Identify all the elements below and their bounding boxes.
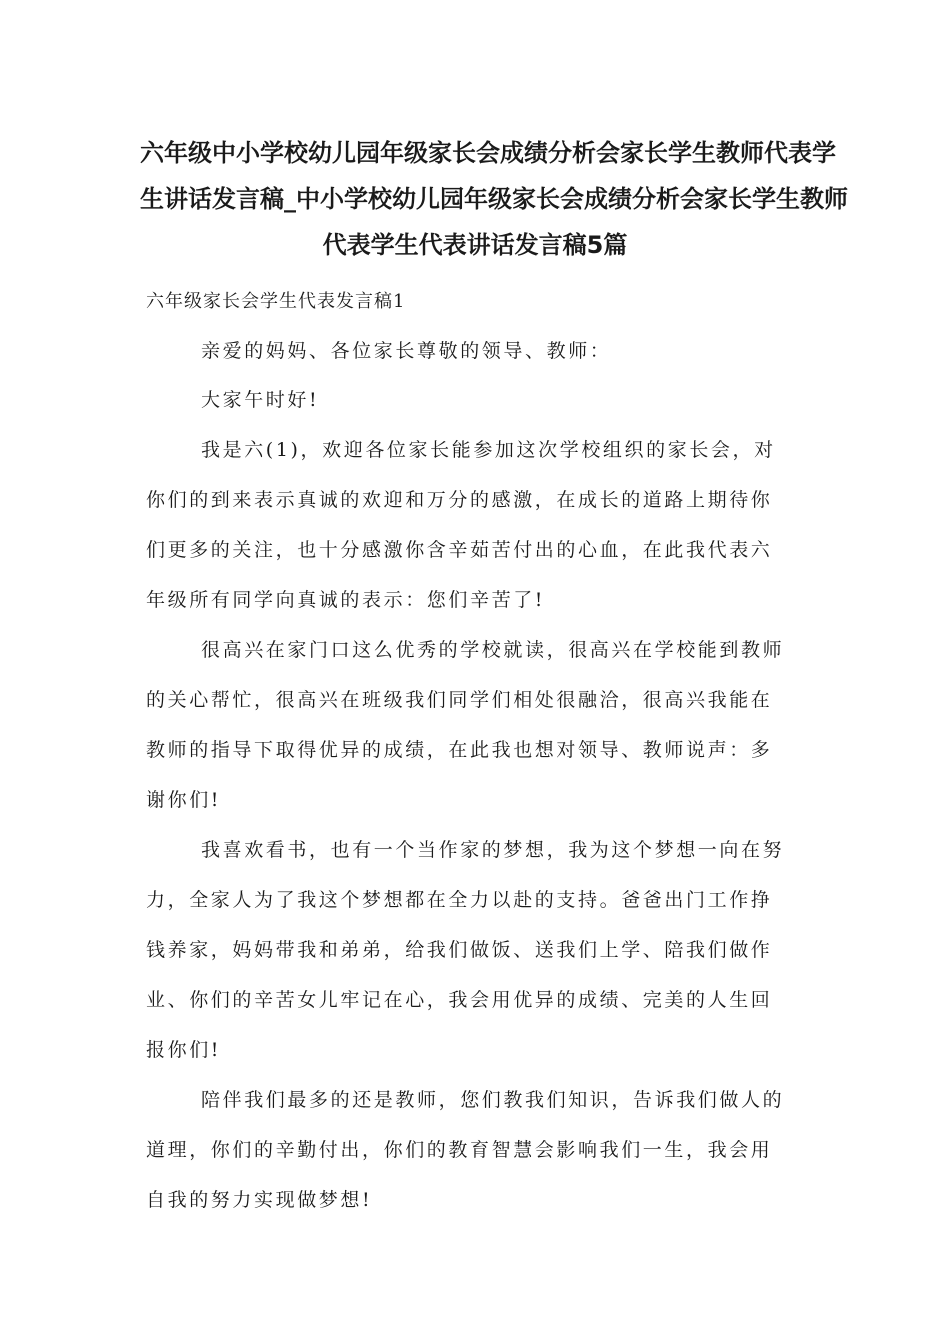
title-line-3: 代表学生代表讲话发言稿5篇 <box>322 231 628 259</box>
text-line: 教师的指导下取得优异的成绩，在此我也想对领导、教师说声：多 <box>146 739 773 761</box>
text-line: 业、你们的辛苦女儿牢记在心，我会用优异的成绩、完美的人生回 <box>146 989 773 1011</box>
document-title <box>140 130 848 268</box>
text-line: 钱养家，妈妈带我和弟弟，给我们做饭、送我们上学、陪我们做作 <box>146 939 773 961</box>
text-line: 们更多的关注，也十分感激你含辛茹苦付出的心血，在此我代表六 <box>146 539 773 561</box>
text-line: 自我的努力实现做梦想! <box>146 1189 373 1211</box>
text-line-salutation: 大家午时好! <box>201 389 320 411</box>
text-line: 报你们! <box>146 1039 222 1061</box>
title-line-2: 生讲话发言稿_中小学校幼儿园年级家长会成绩分析会家长学生教师 <box>140 185 848 213</box>
text-line: 年级所有同学向真诚的表示：您们辛苦了! <box>146 589 546 611</box>
text-line: 力，全家人为了我这个梦想都在全力以赴的支持。爸爸出门工作挣 <box>146 889 773 911</box>
text-line: 陪伴我们最多的还是教师，您们教我们知识，告诉我们做人的 <box>201 1089 785 1111</box>
text-line: 的关心帮忙，很高兴在班级我们同学们相处很融洽，很高兴我能在 <box>146 689 773 711</box>
text-line: 我喜欢看书，也有一个当作家的梦想，我为这个梦想一向在努 <box>201 839 785 861</box>
text-line: 道理，你们的辛勤付出，你们的教育智慧会影响我们一生，我会用 <box>146 1139 773 1161</box>
text-line: 我是六(1)，欢迎各位家长能参加这次学校组织的家长会，对 <box>201 439 776 461</box>
title-line-1: 六年级中小学校幼儿园年级家长会成绩分析会家长学生教师代表学 <box>140 139 836 167</box>
text-line-greeting: 亲爱的妈妈、各位家长尊敬的领导、教师： <box>201 340 612 362</box>
text-line: 你们的到来表示真诚的欢迎和万分的感激，在成长的道路上期待你 <box>146 489 773 511</box>
text-line: 谢你们! <box>146 789 222 811</box>
text-line: 很高兴在家门口这么优秀的学校就读，很高兴在学校能到教师 <box>201 639 785 661</box>
section-heading: 六年级家长会学生代表发言稿1 <box>146 291 406 312</box>
